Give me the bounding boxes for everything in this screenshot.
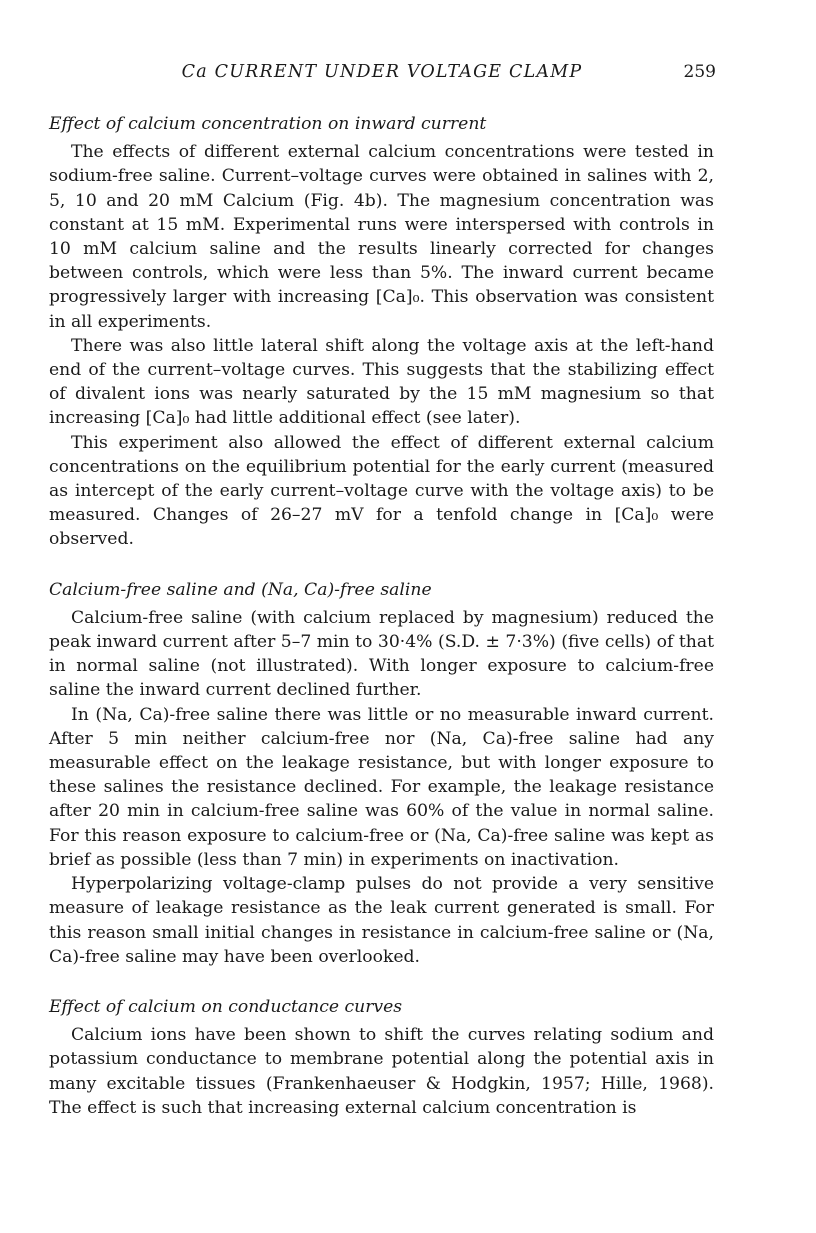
- section-heading: Effect of calcium concentration on inward current: [49, 114, 487, 134]
- section-calcium-concentration: [49, 112, 714, 552]
- paragraph: This experiment also allowed the effect of different external calcium concentrations on the equilibrium potential for the early current (measured as intercept of the early current–voltage curve with the voltage axis) to be measured. Changes of 26–27 mV for a tenfold change in [Ca]₀ were observed.: [49, 432, 714, 550]
- running-head: [48, 60, 716, 86]
- paragraph: Calcium-free saline (with calcium replaced by magnesium) reduced the peak inward current after 5–7 min to 30·4% (S.D. ± 7·3%) (five cells) of that in normal saline (not illustrated). With longer exposure to calcium-free saline the inward current declined further.: [49, 607, 714, 701]
- section-heading: Effect of calcium on conductance curves: [49, 996, 403, 1017]
- section-conductance-curves: [49, 995, 714, 1120]
- paragraph: In (Na, Ca)-free saline there was little or no measurable inward current. After 5 min neither calcium-free nor (Na, Ca)-free saline had any measurable effect on the leakage resistance, but with longer exposure to these salines the resistance declined. For example, the leakage resistance after 20 min in calcium-free saline was 60% of the value in normal saline. For this reason exposure to calcium-free or (Na, Ca)-free saline was kept as brief as possible (less than 7 min) in experiments on inactivation.: [49, 704, 714, 870]
- page-number: 259: [683, 62, 716, 82]
- paragraph: Calcium ions have been shown to shift the curves relating sodium and potassium conductance to membrane potential along the potential axis in many excitable tissues (Frankenhaeuser & Hodgkin, 1957; Hille, 1968). The effect is such that increasing external calcium concentration is: [49, 1025, 714, 1118]
- article-body: [49, 112, 714, 1146]
- running-title: Ca CURRENT UNDER VOLTAGE CLAMP: [181, 62, 583, 82]
- paragraph: The effects of different external calcium concentrations were tested in sodium-free saline. Current–voltage curves were obtained in salines with 2, 5, 10 and 20 mM Calcium (Fig. 4b). The magnesium concentration was constant at 15 mM. Experimental runs were interspersed with controls in 10 mM calcium saline and the results linearly corrected for changes between controls, which were less than 5%. The inward current became progressively larger with increasing [Ca]₀. This observation was consistent in all experiments.: [49, 142, 714, 332]
- paragraph: There was also little lateral shift along the voltage axis at the left-hand end of the current–voltage curves. This suggests that the stabilizing effect of divalent ions was nearly saturated by the 15 mM magnesium so that increasing [Ca]₀ had little additional effect (see later).: [49, 335, 714, 429]
- paragraph: Hyperpolarizing voltage-clamp pulses do not provide a very sensitive measure of leakage resistance as the leak current generated is small. For this reason small initial changes in resistance in calcium-free saline or (Na, Ca)-free saline may have been overlooked.: [49, 874, 714, 967]
- section-heading: Calcium-free saline and (Na, Ca)-free saline: [49, 579, 432, 600]
- section-calcium-free-saline: [49, 578, 714, 969]
